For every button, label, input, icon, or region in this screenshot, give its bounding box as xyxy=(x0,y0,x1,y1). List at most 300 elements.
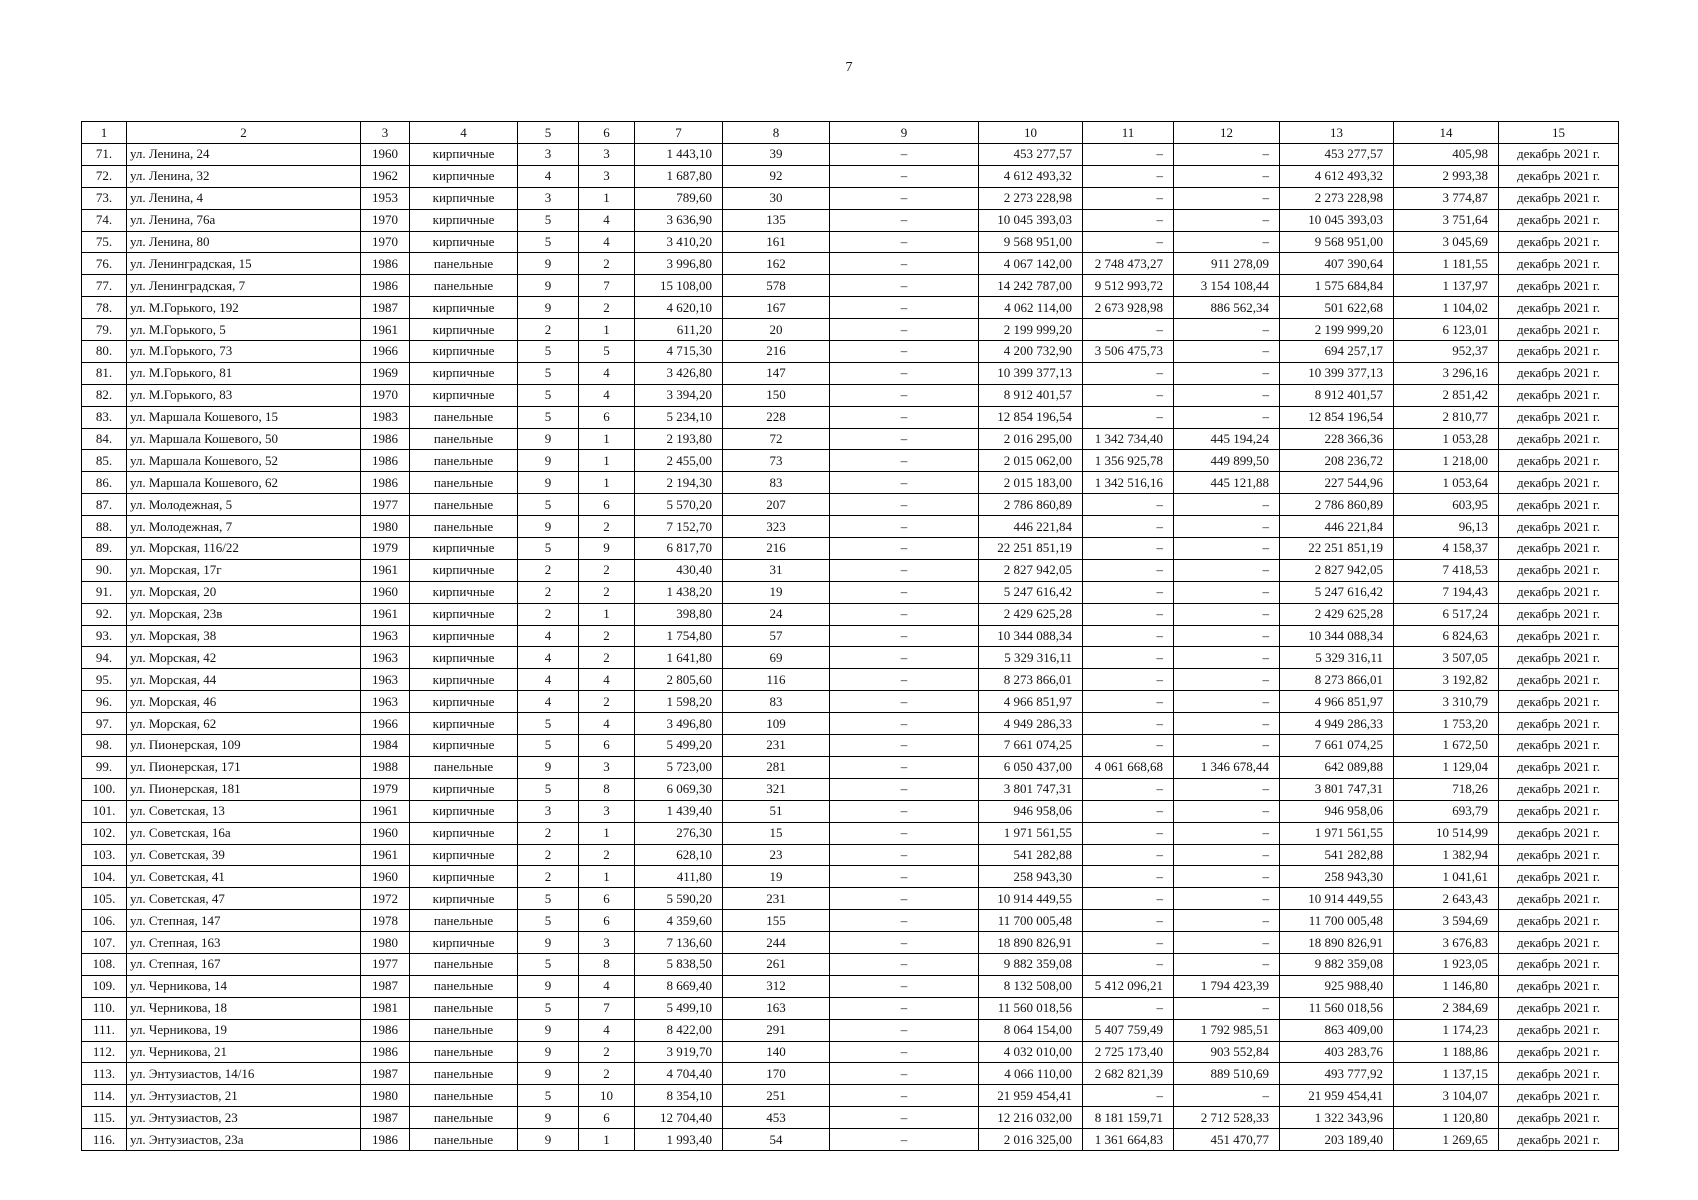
cell-col-11: – xyxy=(1083,362,1174,384)
cell-floors: 3 xyxy=(518,800,579,822)
column-number-4: 4 xyxy=(410,122,518,144)
cell-total-cost: 2 016 295,00 xyxy=(979,428,1083,450)
cell-year-built: 1961 xyxy=(361,603,410,625)
cell-col-12: – xyxy=(1174,231,1280,253)
cell-deadline: декабрь 2021 г. xyxy=(1499,822,1619,844)
cell-address: ул. Ленина, 80 xyxy=(127,231,361,253)
cell-address: ул. Морская, 44 xyxy=(127,669,361,691)
cell-floors: 9 xyxy=(518,253,579,275)
cell-year-built: 1961 xyxy=(361,319,410,341)
cell-wall-material: кирпичные xyxy=(410,691,518,713)
cell-wall-material: панельные xyxy=(410,1107,518,1129)
cell-total-cost: 4 949 286,33 xyxy=(979,713,1083,735)
cell-total-area: 398,80 xyxy=(635,603,723,625)
cell-col-9: – xyxy=(830,756,979,778)
cell-entrances: 4 xyxy=(579,975,635,997)
cell-entrances: 9 xyxy=(579,538,635,560)
cell-col-12: 445 121,88 xyxy=(1174,472,1280,494)
cell-col-13: 407 390,64 xyxy=(1280,253,1394,275)
cell-cost-per-sqm: 10 514,99 xyxy=(1394,822,1499,844)
table-row xyxy=(82,822,1619,844)
cell-total-area: 6 069,30 xyxy=(635,778,723,800)
cell-deadline: декабрь 2021 г. xyxy=(1499,187,1619,209)
cell-address: ул. Степная, 163 xyxy=(127,932,361,954)
cell-total-cost: 2 429 625,28 xyxy=(979,603,1083,625)
cell-row-number: 92. xyxy=(82,603,127,625)
cell-total-area: 5 499,20 xyxy=(635,735,723,757)
cell-total-area: 8 422,00 xyxy=(635,1019,723,1041)
cell-col-13: 5 329 316,11 xyxy=(1280,647,1394,669)
cell-row-number: 71. xyxy=(82,144,127,166)
cell-col-12: – xyxy=(1174,516,1280,538)
cell-entrances: 1 xyxy=(579,472,635,494)
cell-floors: 2 xyxy=(518,603,579,625)
cell-floors: 5 xyxy=(518,406,579,428)
cell-wall-material: кирпичные xyxy=(410,384,518,406)
cell-cost-per-sqm: 603,95 xyxy=(1394,494,1499,516)
cell-deadline: декабрь 2021 г. xyxy=(1499,691,1619,713)
cell-cost-per-sqm: 1 129,04 xyxy=(1394,756,1499,778)
cell-year-built: 1984 xyxy=(361,735,410,757)
cell-col-9: – xyxy=(830,735,979,757)
cell-col-13: 4 949 286,33 xyxy=(1280,713,1394,735)
cell-entrances: 2 xyxy=(579,691,635,713)
cell-wall-material: панельные xyxy=(410,975,518,997)
table-row xyxy=(82,187,1619,209)
cell-row-number: 94. xyxy=(82,647,127,669)
cell-year-built: 1960 xyxy=(361,144,410,166)
table-row xyxy=(82,384,1619,406)
cell-col-9: – xyxy=(830,494,979,516)
cell-residents: 228 xyxy=(723,406,830,428)
cell-col-9: – xyxy=(830,297,979,319)
cell-entrances: 7 xyxy=(579,275,635,297)
cell-entrances: 8 xyxy=(579,778,635,800)
cell-row-number: 77. xyxy=(82,275,127,297)
cell-year-built: 1978 xyxy=(361,910,410,932)
cell-entrances: 2 xyxy=(579,647,635,669)
cell-year-built: 1979 xyxy=(361,778,410,800)
cell-col-9: – xyxy=(830,1041,979,1063)
cell-wall-material: панельные xyxy=(410,997,518,1019)
cell-entrances: 4 xyxy=(579,1019,635,1041)
cell-floors: 5 xyxy=(518,494,579,516)
cell-cost-per-sqm: 96,13 xyxy=(1394,516,1499,538)
cell-wall-material: кирпичные xyxy=(410,319,518,341)
cell-cost-per-sqm: 1 181,55 xyxy=(1394,253,1499,275)
cell-col-11: – xyxy=(1083,822,1174,844)
cell-col-9: – xyxy=(830,603,979,625)
cell-deadline: декабрь 2021 г. xyxy=(1499,559,1619,581)
cell-row-number: 113. xyxy=(82,1063,127,1085)
cell-row-number: 115. xyxy=(82,1107,127,1129)
cell-year-built: 1972 xyxy=(361,888,410,910)
cell-entrances: 2 xyxy=(579,1063,635,1085)
cell-deadline: декабрь 2021 г. xyxy=(1499,713,1619,735)
cell-year-built: 1980 xyxy=(361,1085,410,1107)
cell-col-13: 11 560 018,56 xyxy=(1280,997,1394,1019)
cell-wall-material: кирпичные xyxy=(410,822,518,844)
cell-entrances: 4 xyxy=(579,669,635,691)
cell-address: ул. Черникова, 18 xyxy=(127,997,361,1019)
cell-total-area: 5 234,10 xyxy=(635,406,723,428)
cell-year-built: 1963 xyxy=(361,691,410,713)
cell-cost-per-sqm: 2 384,69 xyxy=(1394,997,1499,1019)
cell-cost-per-sqm: 1 218,00 xyxy=(1394,450,1499,472)
cell-col-11: 4 061 668,68 xyxy=(1083,756,1174,778)
cell-address: ул. Степная, 147 xyxy=(127,910,361,932)
table-row xyxy=(82,253,1619,275)
cell-deadline: декабрь 2021 г. xyxy=(1499,866,1619,888)
cell-col-11: – xyxy=(1083,953,1174,975)
cell-col-11: 1 361 664,83 xyxy=(1083,1129,1174,1151)
cell-floors: 5 xyxy=(518,362,579,384)
cell-floors: 2 xyxy=(518,866,579,888)
cell-cost-per-sqm: 4 158,37 xyxy=(1394,538,1499,560)
cell-total-area: 430,40 xyxy=(635,559,723,581)
cell-total-area: 1 438,20 xyxy=(635,581,723,603)
cell-row-number: 73. xyxy=(82,187,127,209)
cell-total-area: 1 598,20 xyxy=(635,691,723,713)
cell-col-9: – xyxy=(830,209,979,231)
cell-residents: 19 xyxy=(723,581,830,603)
cell-cost-per-sqm: 2 643,43 xyxy=(1394,888,1499,910)
cell-col-13: 8 912 401,57 xyxy=(1280,384,1394,406)
cell-col-11: – xyxy=(1083,778,1174,800)
cell-col-13: 4 966 851,97 xyxy=(1280,691,1394,713)
cell-cost-per-sqm: 3 192,82 xyxy=(1394,669,1499,691)
cell-address: ул. Советская, 13 xyxy=(127,800,361,822)
cell-row-number: 105. xyxy=(82,888,127,910)
column-number-13: 13 xyxy=(1280,122,1394,144)
cell-col-9: – xyxy=(830,1085,979,1107)
cell-wall-material: кирпичные xyxy=(410,735,518,757)
cell-residents: 24 xyxy=(723,603,830,625)
cell-col-11: – xyxy=(1083,910,1174,932)
cell-col-13: 21 959 454,41 xyxy=(1280,1085,1394,1107)
cell-address: ул. Степная, 167 xyxy=(127,953,361,975)
cell-col-11: – xyxy=(1083,800,1174,822)
cell-row-number: 109. xyxy=(82,975,127,997)
cell-total-area: 4 715,30 xyxy=(635,341,723,363)
cell-cost-per-sqm: 6 123,01 xyxy=(1394,319,1499,341)
cell-entrances: 4 xyxy=(579,209,635,231)
cell-col-12: – xyxy=(1174,647,1280,669)
cell-residents: 155 xyxy=(723,910,830,932)
cell-year-built: 1979 xyxy=(361,538,410,560)
cell-floors: 4 xyxy=(518,625,579,647)
cell-col-13: 9 882 359,08 xyxy=(1280,953,1394,975)
cell-col-11: 1 342 734,40 xyxy=(1083,428,1174,450)
table-row xyxy=(82,559,1619,581)
cell-col-11: – xyxy=(1083,559,1174,581)
cell-total-area: 1 443,10 xyxy=(635,144,723,166)
cell-col-11: – xyxy=(1083,384,1174,406)
cell-deadline: декабрь 2021 г. xyxy=(1499,538,1619,560)
cell-total-cost: 9 568 951,00 xyxy=(979,231,1083,253)
cell-total-area: 611,20 xyxy=(635,319,723,341)
table-row xyxy=(82,603,1619,625)
cell-year-built: 1963 xyxy=(361,669,410,691)
cell-total-cost: 12 216 032,00 xyxy=(979,1107,1083,1129)
cell-address: ул. Ленина, 32 xyxy=(127,165,361,187)
cell-address: ул. Пионерская, 181 xyxy=(127,778,361,800)
cell-col-11: – xyxy=(1083,144,1174,166)
cell-address: ул. Морская, 42 xyxy=(127,647,361,669)
cell-cost-per-sqm: 1 174,23 xyxy=(1394,1019,1499,1041)
cell-wall-material: панельные xyxy=(410,516,518,538)
cell-year-built: 1987 xyxy=(361,975,410,997)
cell-entrances: 4 xyxy=(579,231,635,253)
cell-total-cost: 446 221,84 xyxy=(979,516,1083,538)
cell-floors: 5 xyxy=(518,910,579,932)
cell-row-number: 84. xyxy=(82,428,127,450)
cell-residents: 54 xyxy=(723,1129,830,1151)
cell-cost-per-sqm: 1 053,64 xyxy=(1394,472,1499,494)
cell-residents: 244 xyxy=(723,932,830,954)
cell-col-11: – xyxy=(1083,888,1174,910)
cell-col-11: – xyxy=(1083,866,1174,888)
cell-total-cost: 10 344 088,34 xyxy=(979,625,1083,647)
cell-col-13: 10 914 449,55 xyxy=(1280,888,1394,910)
cell-col-12: – xyxy=(1174,603,1280,625)
cell-entrances: 1 xyxy=(579,187,635,209)
table-row xyxy=(82,341,1619,363)
cell-address: ул. Ленина, 24 xyxy=(127,144,361,166)
cell-entrances: 1 xyxy=(579,822,635,844)
cell-total-cost: 4 062 114,00 xyxy=(979,297,1083,319)
cell-deadline: декабрь 2021 г. xyxy=(1499,450,1619,472)
cell-residents: 23 xyxy=(723,844,830,866)
cell-floors: 9 xyxy=(518,297,579,319)
cell-total-area: 3 919,70 xyxy=(635,1041,723,1063)
cell-col-11: – xyxy=(1083,538,1174,560)
cell-residents: 57 xyxy=(723,625,830,647)
cell-row-number: 108. xyxy=(82,953,127,975)
cell-cost-per-sqm: 718,26 xyxy=(1394,778,1499,800)
cell-col-13: 863 409,00 xyxy=(1280,1019,1394,1041)
cell-col-11: 3 506 475,73 xyxy=(1083,341,1174,363)
cell-col-11: – xyxy=(1083,735,1174,757)
column-number-14: 14 xyxy=(1394,122,1499,144)
cell-deadline: декабрь 2021 г. xyxy=(1499,253,1619,275)
cell-deadline: декабрь 2021 г. xyxy=(1499,341,1619,363)
table-row xyxy=(82,756,1619,778)
cell-deadline: декабрь 2021 г. xyxy=(1499,275,1619,297)
cell-total-cost: 10 914 449,55 xyxy=(979,888,1083,910)
cell-address: ул. М.Горького, 81 xyxy=(127,362,361,384)
cell-cost-per-sqm: 1 041,61 xyxy=(1394,866,1499,888)
cell-col-13: 228 366,36 xyxy=(1280,428,1394,450)
cell-year-built: 1962 xyxy=(361,165,410,187)
cell-total-cost: 3 801 747,31 xyxy=(979,778,1083,800)
cell-total-cost: 8 912 401,57 xyxy=(979,384,1083,406)
cell-total-cost: 7 661 074,25 xyxy=(979,735,1083,757)
cell-row-number: 114. xyxy=(82,1085,127,1107)
cell-col-13: 403 283,76 xyxy=(1280,1041,1394,1063)
cell-entrances: 3 xyxy=(579,144,635,166)
cell-total-cost: 2 273 228,98 xyxy=(979,187,1083,209)
cell-cost-per-sqm: 2 851,42 xyxy=(1394,384,1499,406)
cell-address: ул. М.Горького, 192 xyxy=(127,297,361,319)
cell-address: ул. М.Горького, 73 xyxy=(127,341,361,363)
cell-col-11: – xyxy=(1083,844,1174,866)
cell-deadline: декабрь 2021 г. xyxy=(1499,297,1619,319)
cell-total-area: 3 394,20 xyxy=(635,384,723,406)
cell-cost-per-sqm: 7 194,43 xyxy=(1394,581,1499,603)
cell-year-built: 1977 xyxy=(361,494,410,516)
cell-wall-material: кирпичные xyxy=(410,538,518,560)
cell-floors: 5 xyxy=(518,341,579,363)
table-row xyxy=(82,165,1619,187)
cell-total-area: 628,10 xyxy=(635,844,723,866)
cell-wall-material: панельные xyxy=(410,953,518,975)
cell-floors: 9 xyxy=(518,275,579,297)
cell-col-13: 541 282,88 xyxy=(1280,844,1394,866)
cell-cost-per-sqm: 693,79 xyxy=(1394,800,1499,822)
cell-wall-material: кирпичные xyxy=(410,341,518,363)
cell-col-13: 453 277,57 xyxy=(1280,144,1394,166)
cell-row-number: 106. xyxy=(82,910,127,932)
table-row xyxy=(82,450,1619,472)
cell-address: ул. Молодежная, 7 xyxy=(127,516,361,538)
cell-entrances: 2 xyxy=(579,625,635,647)
cell-year-built: 1966 xyxy=(361,713,410,735)
cell-deadline: декабрь 2021 г. xyxy=(1499,756,1619,778)
cell-col-9: – xyxy=(830,669,979,691)
cell-floors: 5 xyxy=(518,538,579,560)
cell-total-area: 8 669,40 xyxy=(635,975,723,997)
cell-total-cost: 2 827 942,05 xyxy=(979,559,1083,581)
cell-row-number: 79. xyxy=(82,319,127,341)
cell-total-area: 2 805,60 xyxy=(635,669,723,691)
cell-residents: 30 xyxy=(723,187,830,209)
cell-residents: 167 xyxy=(723,297,830,319)
cell-col-12: – xyxy=(1174,800,1280,822)
cell-deadline: декабрь 2021 г. xyxy=(1499,1063,1619,1085)
cell-col-13: 258 943,30 xyxy=(1280,866,1394,888)
cell-address: ул. Морская, 20 xyxy=(127,581,361,603)
cell-deadline: декабрь 2021 г. xyxy=(1499,888,1619,910)
cell-col-11: – xyxy=(1083,691,1174,713)
cell-wall-material: кирпичные xyxy=(410,669,518,691)
cell-col-11: 2 673 928,98 xyxy=(1083,297,1174,319)
table-row xyxy=(82,778,1619,800)
cell-total-area: 5 499,10 xyxy=(635,997,723,1019)
cell-deadline: декабрь 2021 г. xyxy=(1499,1019,1619,1041)
cell-residents: 19 xyxy=(723,866,830,888)
cell-residents: 261 xyxy=(723,953,830,975)
cell-col-12: – xyxy=(1174,341,1280,363)
cell-cost-per-sqm: 1 269,65 xyxy=(1394,1129,1499,1151)
table-row xyxy=(82,406,1619,428)
column-number-8: 8 xyxy=(723,122,830,144)
cell-col-9: – xyxy=(830,319,979,341)
cell-wall-material: кирпичные xyxy=(410,800,518,822)
cell-residents: 51 xyxy=(723,800,830,822)
table-row xyxy=(82,866,1619,888)
cell-row-number: 102. xyxy=(82,822,127,844)
cell-entrances: 6 xyxy=(579,888,635,910)
cell-col-11: – xyxy=(1083,187,1174,209)
cell-address: ул. Морская, 62 xyxy=(127,713,361,735)
cell-row-number: 110. xyxy=(82,997,127,1019)
cell-entrances: 1 xyxy=(579,603,635,625)
cell-col-12: 451 470,77 xyxy=(1174,1129,1280,1151)
cell-floors: 3 xyxy=(518,187,579,209)
cell-cost-per-sqm: 1 672,50 xyxy=(1394,735,1499,757)
cell-row-number: 76. xyxy=(82,253,127,275)
cell-residents: 83 xyxy=(723,472,830,494)
cell-total-area: 12 704,40 xyxy=(635,1107,723,1129)
cell-col-12: – xyxy=(1174,209,1280,231)
cell-entrances: 6 xyxy=(579,406,635,428)
cell-wall-material: кирпичные xyxy=(410,625,518,647)
cell-wall-material: панельные xyxy=(410,1019,518,1041)
cell-col-11: 9 512 993,72 xyxy=(1083,275,1174,297)
cell-row-number: 82. xyxy=(82,384,127,406)
cell-total-area: 4 620,10 xyxy=(635,297,723,319)
cell-total-area: 5 570,20 xyxy=(635,494,723,516)
cell-col-11: – xyxy=(1083,647,1174,669)
cell-total-area: 5 838,50 xyxy=(635,953,723,975)
cell-deadline: декабрь 2021 г. xyxy=(1499,625,1619,647)
cell-year-built: 1981 xyxy=(361,997,410,1019)
cell-entrances: 2 xyxy=(579,253,635,275)
cell-floors: 4 xyxy=(518,647,579,669)
cell-col-12: – xyxy=(1174,362,1280,384)
cell-entrances: 2 xyxy=(579,516,635,538)
cell-row-number: 90. xyxy=(82,559,127,581)
cell-cost-per-sqm: 7 418,53 xyxy=(1394,559,1499,581)
cell-total-cost: 258 943,30 xyxy=(979,866,1083,888)
cell-wall-material: кирпичные xyxy=(410,187,518,209)
cell-col-11: 2 748 473,27 xyxy=(1083,253,1174,275)
cell-total-cost: 8 273 866,01 xyxy=(979,669,1083,691)
table-row xyxy=(82,713,1619,735)
cell-total-cost: 2 015 183,00 xyxy=(979,472,1083,494)
cell-col-9: – xyxy=(830,997,979,1019)
cell-entrances: 3 xyxy=(579,800,635,822)
cell-deadline: декабрь 2021 г. xyxy=(1499,735,1619,757)
cell-row-number: 91. xyxy=(82,581,127,603)
table-row xyxy=(82,275,1619,297)
cell-col-9: – xyxy=(830,691,979,713)
cell-floors: 5 xyxy=(518,888,579,910)
cell-col-9: – xyxy=(830,844,979,866)
cell-col-12: – xyxy=(1174,669,1280,691)
cell-entrances: 1 xyxy=(579,450,635,472)
cell-col-11: – xyxy=(1083,406,1174,428)
cell-total-cost: 18 890 826,91 xyxy=(979,932,1083,954)
cell-col-12: 3 154 108,44 xyxy=(1174,275,1280,297)
column-number-15: 15 xyxy=(1499,122,1619,144)
cell-col-12: – xyxy=(1174,1085,1280,1107)
cell-year-built: 1986 xyxy=(361,428,410,450)
cell-year-built: 1986 xyxy=(361,275,410,297)
cell-year-built: 1960 xyxy=(361,581,410,603)
cell-year-built: 1966 xyxy=(361,341,410,363)
cell-row-number: 88. xyxy=(82,516,127,538)
cell-total-area: 3 426,80 xyxy=(635,362,723,384)
cell-year-built: 1963 xyxy=(361,647,410,669)
cell-address: ул. Ленина, 4 xyxy=(127,187,361,209)
cell-deadline: декабрь 2021 г. xyxy=(1499,778,1619,800)
cell-entrances: 4 xyxy=(579,384,635,406)
cell-residents: 216 xyxy=(723,538,830,560)
cell-wall-material: кирпичные xyxy=(410,297,518,319)
cell-total-cost: 1 971 561,55 xyxy=(979,822,1083,844)
